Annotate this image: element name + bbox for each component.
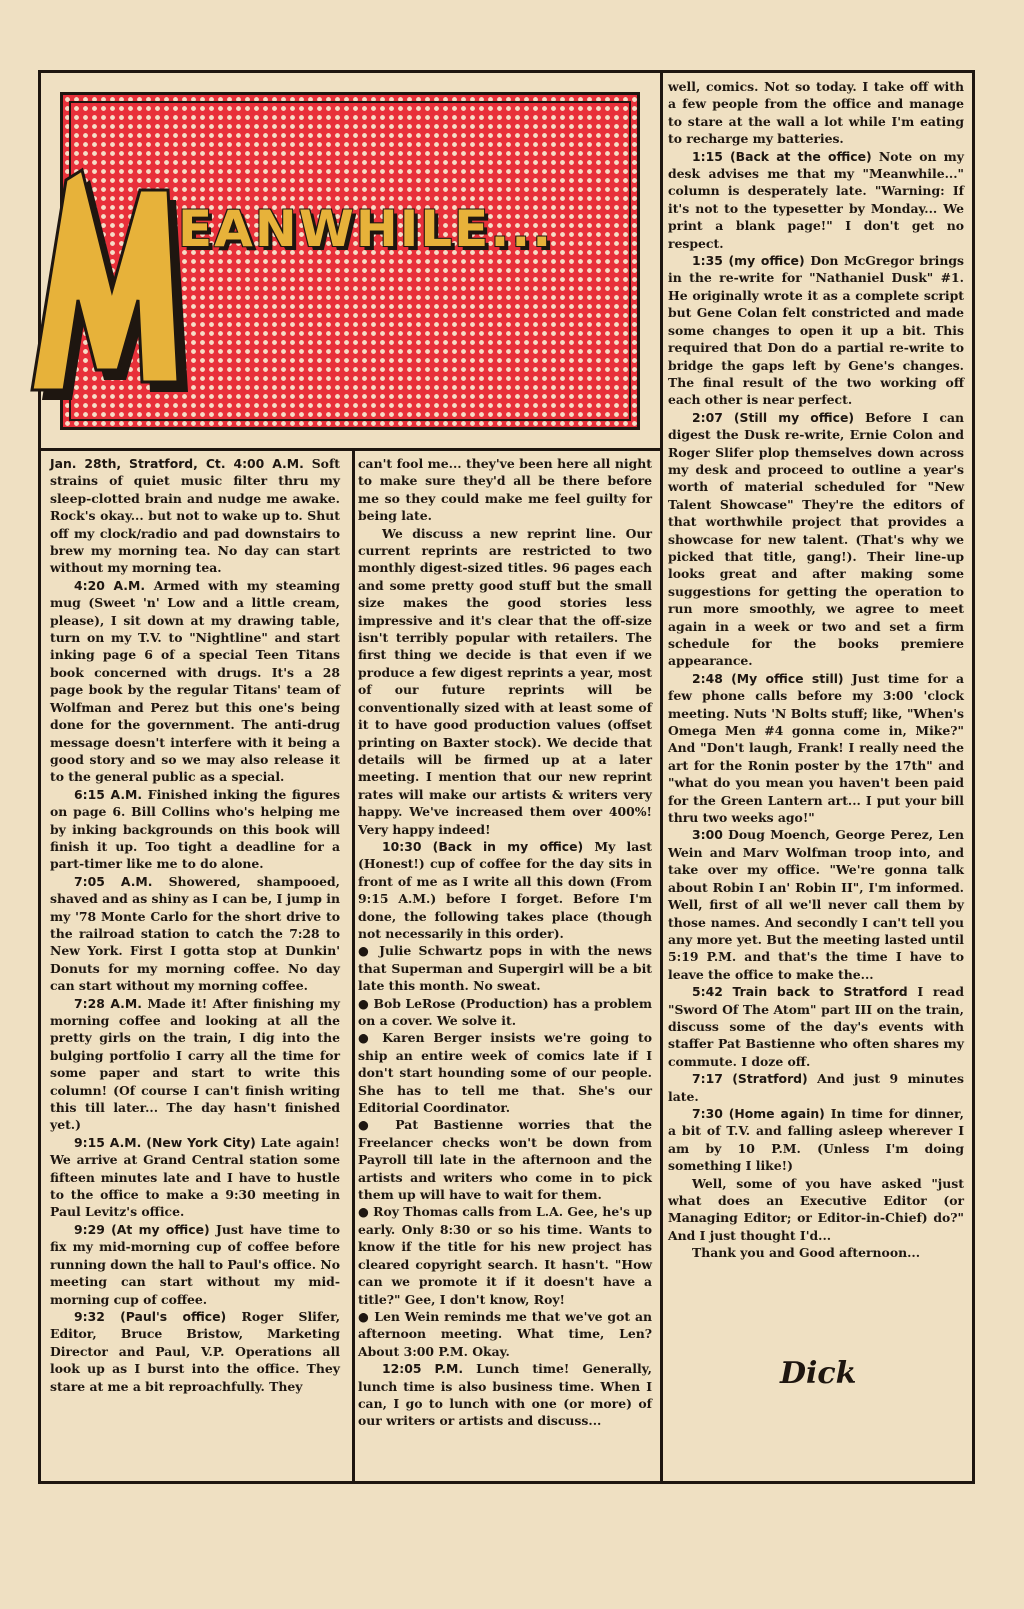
- article-paragraph: [668, 1070, 964, 1105]
- entry-timestamp: 10:30 (Back in my office): [382, 838, 584, 854]
- entry-text: Len Wein reminds me that we've got an afternoon meeting. What time, Len? About 3:00 P.M. Okay.: [358, 1308, 653, 1359]
- entry-text: My last (Honest!) cup of coffee for the day sits in front of me as I write all this down (From 9:15 A.M.) before I forget. Before I'm done, the following takes place (though not necessarily in this order).: [358, 838, 652, 941]
- article-paragraph: [668, 1244, 964, 1261]
- entry-timestamp: ●: [358, 995, 369, 1011]
- article-paragraph: [358, 995, 652, 1030]
- article-paragraph: [668, 252, 964, 409]
- article-paragraph: [50, 786, 340, 873]
- article-paragraph: [50, 1221, 340, 1308]
- article-paragraph: [50, 1308, 340, 1395]
- entry-text: Armed with my steaming mug (Sweet 'n' Low and a little cream, please), I sit down at my drawing table, turn on my T.V. to "Nightline" and start inking page 6 of a special Teen Titans book concerned with drugs. It's a 28 page book by the regular Titans' team of Wolfman and Perez but this one's being done for the government. The anti-drug message doesn't interfere with it being a good story and so we may also release it to the general public as a special.: [50, 577, 340, 785]
- entry-text: Julie Schwartz pops in with the news that Superman and Supergirl will be a bit late this month. No sweat.: [358, 943, 653, 994]
- entry-timestamp: ●: [358, 1117, 380, 1133]
- article-paragraph: [358, 1203, 652, 1307]
- article-paragraph: [668, 983, 964, 1070]
- entry-timestamp: 7:17 (Stratford): [692, 1071, 808, 1087]
- entry-text: Karen Berger insists we're going to ship an entire week of comics late if I don't start hounding some of our people. She has to tell me that. She's our Editorial Coordinator.: [358, 1030, 653, 1116]
- entry-timestamp: 9:32 (Paul's office): [74, 1308, 227, 1324]
- entry-text: Well, some of you have asked "just what does an Executive Editor (or Managing Editor; or Editor-in-Chief) do?" And I just thought I'd...: [668, 1175, 964, 1243]
- column-3: [668, 78, 964, 1262]
- entry-timestamp: 12:05 P.M.: [382, 1361, 464, 1377]
- entry-timestamp: ●: [358, 1308, 370, 1324]
- article-paragraph: [358, 525, 652, 838]
- article-paragraph: [358, 838, 652, 942]
- article-paragraph: [668, 78, 964, 148]
- article-paragraph: [50, 577, 340, 786]
- logo-m-text: M: [28, 160, 30, 161]
- entry-text: We discuss a new reprint line. Our current reprints are restricted to two monthly digest-sized titles. 96 pages each and some pretty good stuff but the small size makes the good stories less impressive and it's clear that the off-size isn't terribly popular with retailers. The first thing we decide is that even if we produce a few digest reprints a year, most of our future reprints will be conventionally sized with at least some of it to have good production values (offset printing on Baxter stock). We decide that details will be firmed up at a later meeting. I mention that our new reprint rates will make our artists & writers very happy. We've increased them over 400%! Very happy indeed!: [358, 525, 652, 837]
- entry-text: Just have time to fix my mid-morning cup of coffee before running down the hall to Paul's office. No meeting can start without my mid-morning cup of coffee.: [50, 1221, 340, 1307]
- article-paragraph: [358, 942, 652, 994]
- entry-timestamp: ●: [358, 1204, 369, 1220]
- entry-timestamp: 4:20 A.M.: [74, 577, 146, 593]
- signature-text: Dick: [780, 1356, 857, 1391]
- column-divider-1: [352, 448, 355, 1481]
- article-paragraph: [358, 1308, 652, 1360]
- entry-text: Made it! After finishing my morning coffee and looking at all the pretty girls on the train, I dig into the bulging portfolio I carry all the time for some paper and start to write this column! (Of course I can't finish writing this till later... The day hasn't finished yet.): [50, 995, 340, 1133]
- entry-text: Finished inking the figures on page 6. Bill Collins who's helping me by inking backgrounds on this book will finish it up. Too tight a deadline for a part-timer like me to do alone.: [50, 786, 341, 872]
- entry-timestamp: ●: [358, 1030, 374, 1046]
- entry-timestamp: 9:29 (At my office): [74, 1221, 210, 1237]
- entry-text: Note on my desk advises me that my "Meanwhile..." column is desperately late. "Warning: If it's not to the typesetter by Monday... We print a blank page!" I don't get no respect.: [668, 148, 964, 251]
- entry-text: Late again! We arrive at Grand Central station some fifteen minutes late and I have to hustle to the office to make a 9:30 meeting in Paul Levitz's office.: [50, 1134, 340, 1220]
- entry-text: Bob LeRose (Production) has a problem on a cover. We solve it.: [358, 995, 653, 1028]
- entry-timestamp: ●: [358, 943, 372, 959]
- entry-timestamp: 2:07 (Still my office): [692, 409, 855, 425]
- article-paragraph: [358, 455, 652, 525]
- entry-text: I read "Sword Of The Atom" part III on the train, discuss some of the day's events with staffer Pat Bastienne who often shares my commute. I doze off.: [668, 984, 964, 1069]
- entry-timestamp: 7:28 A.M.: [74, 995, 142, 1011]
- article-paragraph: [668, 148, 964, 252]
- article-paragraph: [358, 1360, 652, 1430]
- entry-timestamp: 7:05 A.M.: [74, 873, 153, 889]
- entry-text: Pat Bastienne worries that the Freelancer checks won't be down from Payroll till late in the afternoon and the artists and writers who come in to pick them up will have to wait for them.: [358, 1117, 652, 1203]
- entry-text: Roger Slifer, Editor, Bruce Bristow, Marketing Director and Paul, V.P. Operations all look up as I burst into the office. They stare at me a bit reproachfully. They: [50, 1308, 341, 1394]
- column-divider-2: [660, 73, 663, 1481]
- entry-text: Showered, shampooed, shaved and as shiny as I can be, I jump in my '78 Monte Carlo for the short drive to the railroad station to catch the 7:28 to New York. First I gotta stop at Dunkin' Donuts for my morning coffee. No day can start without my morning coffee.: [50, 873, 341, 994]
- logo-word: EANWHILE...: [178, 200, 554, 258]
- article-paragraph: [668, 826, 964, 983]
- signature: [780, 1356, 940, 1406]
- entry-timestamp: 1:35 (my office): [692, 253, 805, 269]
- article-paragraph: [50, 873, 340, 995]
- entry-text: Lunch time! Generally, lunch time is also business time. When I can, I go to lunch with one (or more) of our writers or artists and discuss...: [358, 1361, 652, 1429]
- article-paragraph: [50, 1134, 340, 1221]
- entry-timestamp: 1:15 (Back at the office): [692, 148, 872, 164]
- article-paragraph: [668, 1175, 964, 1245]
- article-paragraph: [358, 1116, 652, 1203]
- entry-text: Thank you and Good afternoon...: [692, 1245, 921, 1261]
- entry-text: Just time for a few phone calls before my 3:00 'clock meeting. Nuts 'N Bolts stuff; like, "When's Omega Men #4 gonna come in, Mike?" And "Don't laugh, Frank! I really need the art for the Ronin poster by the 17th" and "what do you mean you haven't been paid for the Green Lantern art... I put your bill thru two weeks ago!": [668, 670, 964, 826]
- logo-m-shape: [32, 170, 178, 390]
- entry-timestamp: 9:15 A.M. (New York City): [74, 1134, 256, 1150]
- entry-text: can't fool me... they've been here all night to make sure they'd all be there before me so they could make me feel guilty for being late.: [358, 456, 652, 524]
- article-paragraph: [50, 455, 340, 577]
- entry-text: Roy Thomas calls from L.A. Gee, he's up early. Only 8:30 or so his time. Wants to know if the title for his new project has cleared copyright search. It hasn't. "How can we promote it if it doesn't have a title?" Gee, I don't know, Roy!: [358, 1204, 653, 1307]
- entry-timestamp: 2:48 (My office still): [692, 670, 844, 686]
- entry-timestamp: Jan. 28th, Stratford, Ct. 4:00 A.M.: [50, 456, 304, 471]
- entry-text: Doug Moench, George Perez, Len Wein and Marv Wolfman troop into, and take over my office. "We're gonna talk about Robin I an' Robin II", I'm informed. Well, first of all we'll never call them by those names. And secondly I can't tell you any more yet. But the meeting lasted until 5:19 P.M. and that's the time I have to leave the office to make the...: [668, 827, 964, 982]
- entry-text: Don McGregor brings in the re-write for "Nathaniel Dusk" #1. He originally wrote it as a complete script but Gene Colan felt constricted and made some changes to open it up a bit. This required that Don do a partial re-write to bridge the gaps left by Gene's changes. The final result of the two working off each other is near perfect.: [668, 253, 965, 408]
- entry-text: Before I can digest the Dusk re-write, Ernie Colon and Roger Slifer plop themselves down across my desk and proceed to outline a year's worth of material scheduled for "New Talent Showcase" They're the editors of that worthwhile project that provides a showcase for new talent. (That's why we picked that title, gang!). Their line-up looks great and after making some suggestions for getting the operation to run more smoothly, we agree to meet again in a week or two and set a firm schedule for the books premiere appearance.: [668, 409, 964, 669]
- entry-text: Soft strains of quiet music filter thru my sleep-clotted brain and nudge me awake. Rock's okay... but not to wake up to. Shut off my clock/radio and pad downstairs to brew my morning tea. No day can start without my morning tea.: [50, 456, 340, 576]
- article-paragraph: [668, 670, 964, 827]
- entry-timestamp: 7:30 (Home again): [692, 1105, 825, 1121]
- article-paragraph: [668, 1105, 964, 1175]
- article-paragraph: [358, 1029, 652, 1116]
- entry-timestamp: 6:15 A.M.: [74, 786, 143, 802]
- entry-text: well, comics. Not so today. I take off with a few people from the office and manage to stare at the wall a lot while I'm eating to recharge my batteries.: [668, 79, 964, 147]
- article-paragraph: [668, 409, 964, 670]
- entry-text: And just 9 minutes late.: [668, 1071, 964, 1104]
- article-paragraph: [50, 995, 340, 1134]
- entry-text: In time for dinner, a bit of T.V. and falling asleep wherever I am by 10 P.M. (Unless I'm doing something I like!): [668, 1105, 964, 1174]
- entry-timestamp: 5:42 Train back to Stratford: [692, 984, 908, 1000]
- logo-letter-m: [28, 160, 198, 408]
- header-divider: [41, 448, 660, 451]
- column-1: [50, 455, 340, 1395]
- entry-timestamp: 3:00: [692, 827, 723, 843]
- column-2: [358, 455, 652, 1430]
